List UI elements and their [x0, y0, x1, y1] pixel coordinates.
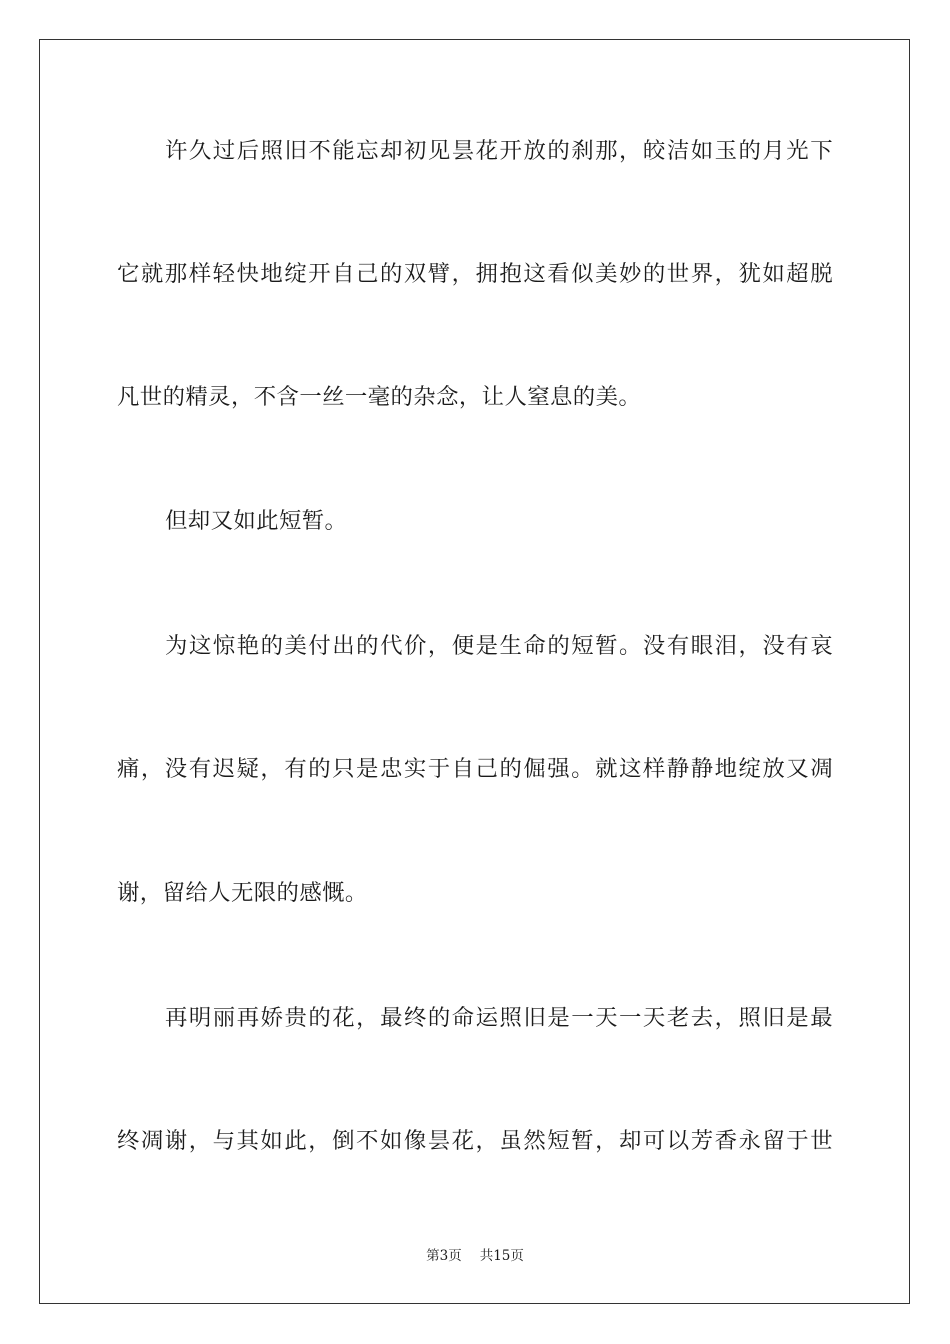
paragraph-3-line-2: 痛，没有迟疑，有的只是忠实于自己的倔强。就这样静静地绽放又凋 [117, 756, 833, 782]
page-total: 共15页 [479, 1248, 524, 1264]
page-footer [0, 1246, 950, 1266]
paragraph-4-line-2: 终凋谢，与其如此，倒不如像昙花，虽然短暂，却可以芳香永留于世 [117, 1128, 833, 1154]
paragraph-2-line-1: 但却又如此短暂。 [165, 508, 348, 534]
paragraph-4-line-1: 再明丽再娇贵的花，最终的命运照旧是一天一天老去，照旧是最 [165, 1005, 833, 1031]
page-number: 第3页 [426, 1248, 462, 1264]
paragraph-1-line-1: 许久过后照旧不能忘却初见昙花开放的刹那，皎洁如玉的月光下 [165, 138, 833, 164]
paragraph-1-line-3: 凡世的精灵，不含一丝一毫的杂念，让人窒息的美。 [117, 384, 642, 410]
paragraph-3-line-3: 谢，留给人无限的感慨。 [117, 880, 368, 906]
page-border [39, 39, 910, 1304]
paragraph-1-line-2: 它就那样轻快地绽开自己的双臂，拥抱这看似美妙的世界，犹如超脱 [117, 261, 833, 287]
paragraph-3-line-1: 为这惊艳的美付出的代价，便是生命的短暂。没有眼泪，没有哀 [165, 633, 833, 659]
